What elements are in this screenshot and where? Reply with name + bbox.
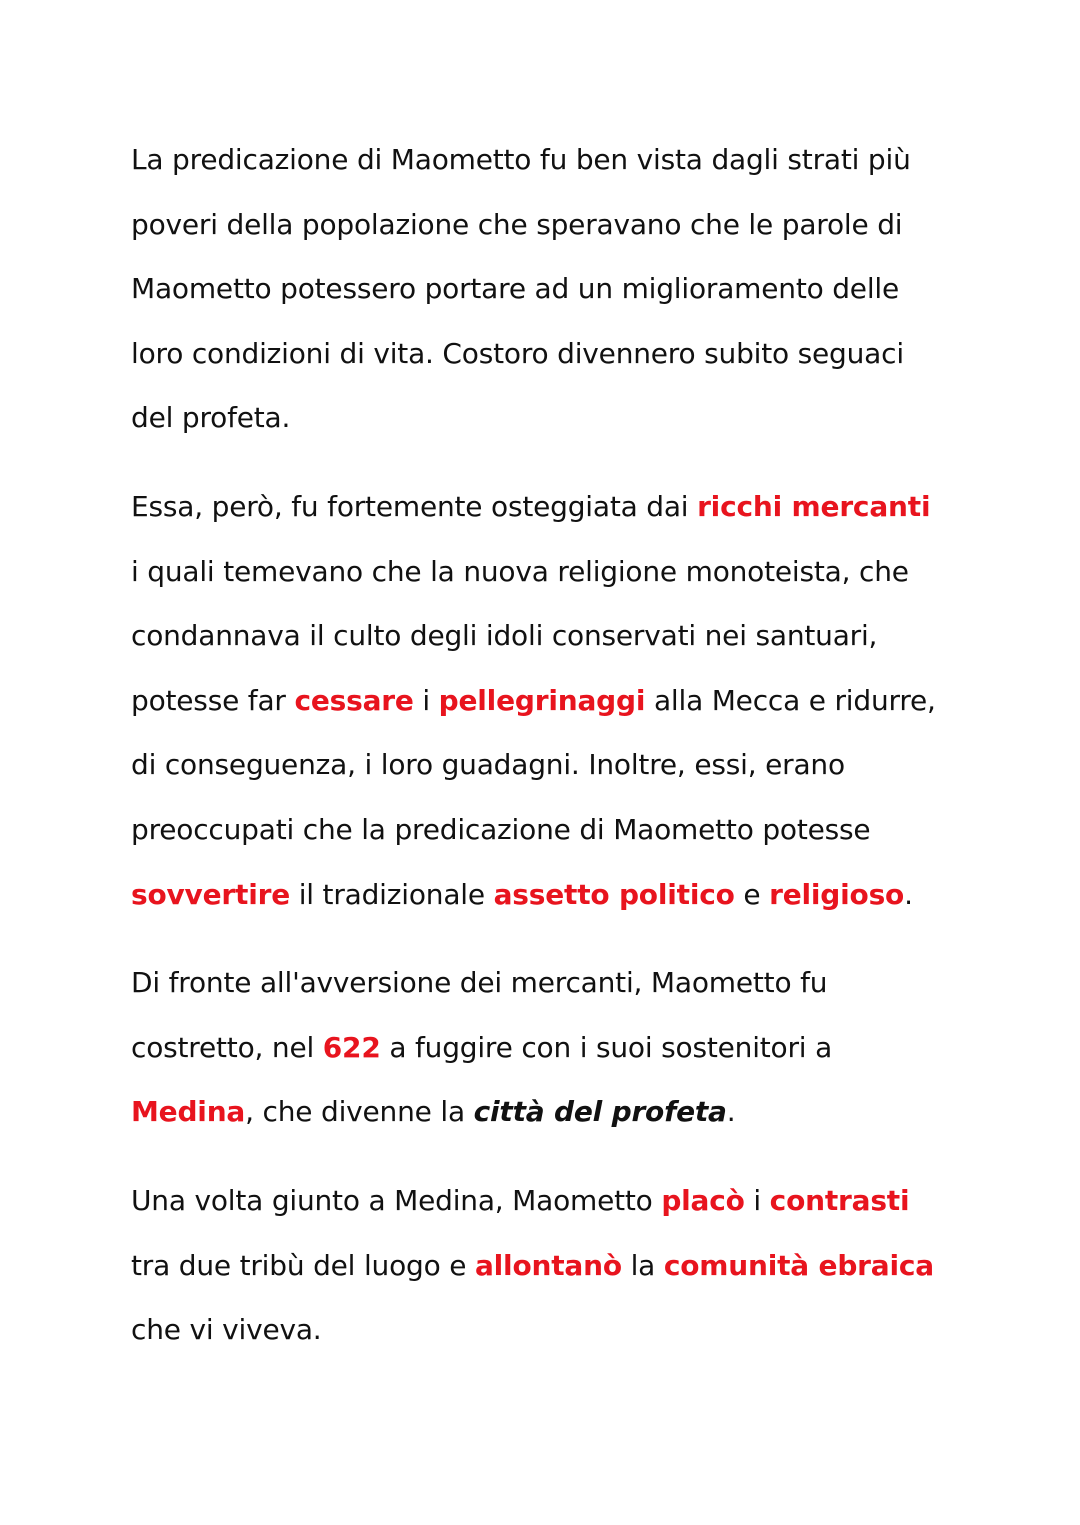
highlighted-term: comunità ebraica <box>663 1248 934 1282</box>
document-page <box>131 128 971 1363</box>
paragraph-gap <box>131 451 971 475</box>
emphasized-term: città del profeta <box>473 1095 727 1129</box>
text-run: preoccupati che la predicazione di Maometto potesse <box>131 812 871 846</box>
paragraph-gap <box>131 1145 971 1169</box>
text-run: poveri della popolazione che speravano che le parole di <box>131 207 903 241</box>
text-run: . <box>904 877 913 911</box>
highlighted-term: placò <box>661 1183 745 1217</box>
text-line <box>131 1298 971 1363</box>
paragraph <box>131 128 971 451</box>
text-run: i <box>744 1183 770 1217</box>
text-line <box>131 1016 971 1081</box>
text-run: i quali temevano che la nuova religione monoteista, che <box>131 554 909 588</box>
text-line <box>131 386 971 451</box>
text-run: i <box>413 683 439 717</box>
text-line <box>131 322 971 387</box>
highlighted-term: Medina <box>131 1095 246 1129</box>
highlighted-term: sovvertire <box>131 877 290 911</box>
text-line <box>131 128 971 193</box>
text-run: tra due tribù del luogo e <box>131 1248 475 1282</box>
text-line <box>131 951 971 1016</box>
text-run: il tradizionale <box>290 877 494 911</box>
text-line <box>131 798 971 863</box>
text-line <box>131 863 971 928</box>
text-line <box>131 733 971 798</box>
highlighted-term: assetto politico <box>493 877 735 911</box>
text-line <box>131 257 971 322</box>
text-run: di conseguenza, i loro guadagni. Inoltre, essi, erano <box>131 748 845 782</box>
text-run: a fuggire con i suoi sostenitori a <box>380 1030 833 1064</box>
paragraph <box>131 951 971 1145</box>
text-run: Di fronte all'avversione dei mercanti, Maometto fu <box>131 966 828 1000</box>
text-run: condannava il culto degli idoli conservati nei santuari, <box>131 619 878 653</box>
text-line <box>131 1169 971 1234</box>
text-run: e <box>734 877 770 911</box>
text-line <box>131 1234 971 1299</box>
highlighted-term: religioso <box>769 877 905 911</box>
text-run: del profeta. <box>131 401 291 435</box>
highlighted-term: 622 <box>322 1030 381 1064</box>
text-run: costretto, nel <box>131 1030 323 1064</box>
text-run: Maometto potessero portare ad un miglioramento delle <box>131 272 900 306</box>
text-run: La predicazione di Maometto fu ben vista dagli strati più <box>131 143 911 176</box>
text-run: potesse far <box>131 683 295 717</box>
highlighted-term: allontanò <box>474 1248 622 1282</box>
text-line <box>131 475 971 540</box>
highlighted-term: cessare <box>294 683 414 717</box>
highlighted-term: ricchi mercanti <box>697 489 931 523</box>
highlighted-term: contrasti <box>769 1183 910 1217</box>
text-run: Essa, però, fu fortemente osteggiata dai <box>131 489 698 523</box>
text-run: la <box>621 1248 664 1282</box>
text-run: che vi viveva. <box>131 1313 322 1347</box>
text-line <box>131 193 971 258</box>
text-line <box>131 604 971 669</box>
text-run: loro condizioni di vita. Costoro divennero subito seguaci <box>131 336 904 370</box>
highlighted-term: pellegrinaggi <box>438 683 646 717</box>
text-run: , che divenne la <box>245 1095 474 1129</box>
text-run: Una volta giunto a Medina, Maometto <box>131 1183 662 1217</box>
paragraph <box>131 475 971 927</box>
paragraph <box>131 1169 971 1363</box>
text-line <box>131 540 971 605</box>
paragraph-gap <box>131 927 971 951</box>
text-line <box>131 669 971 734</box>
text-run: . <box>726 1095 736 1129</box>
text-run: alla Mecca e ridurre, <box>645 683 936 717</box>
text-line <box>131 1080 971 1145</box>
